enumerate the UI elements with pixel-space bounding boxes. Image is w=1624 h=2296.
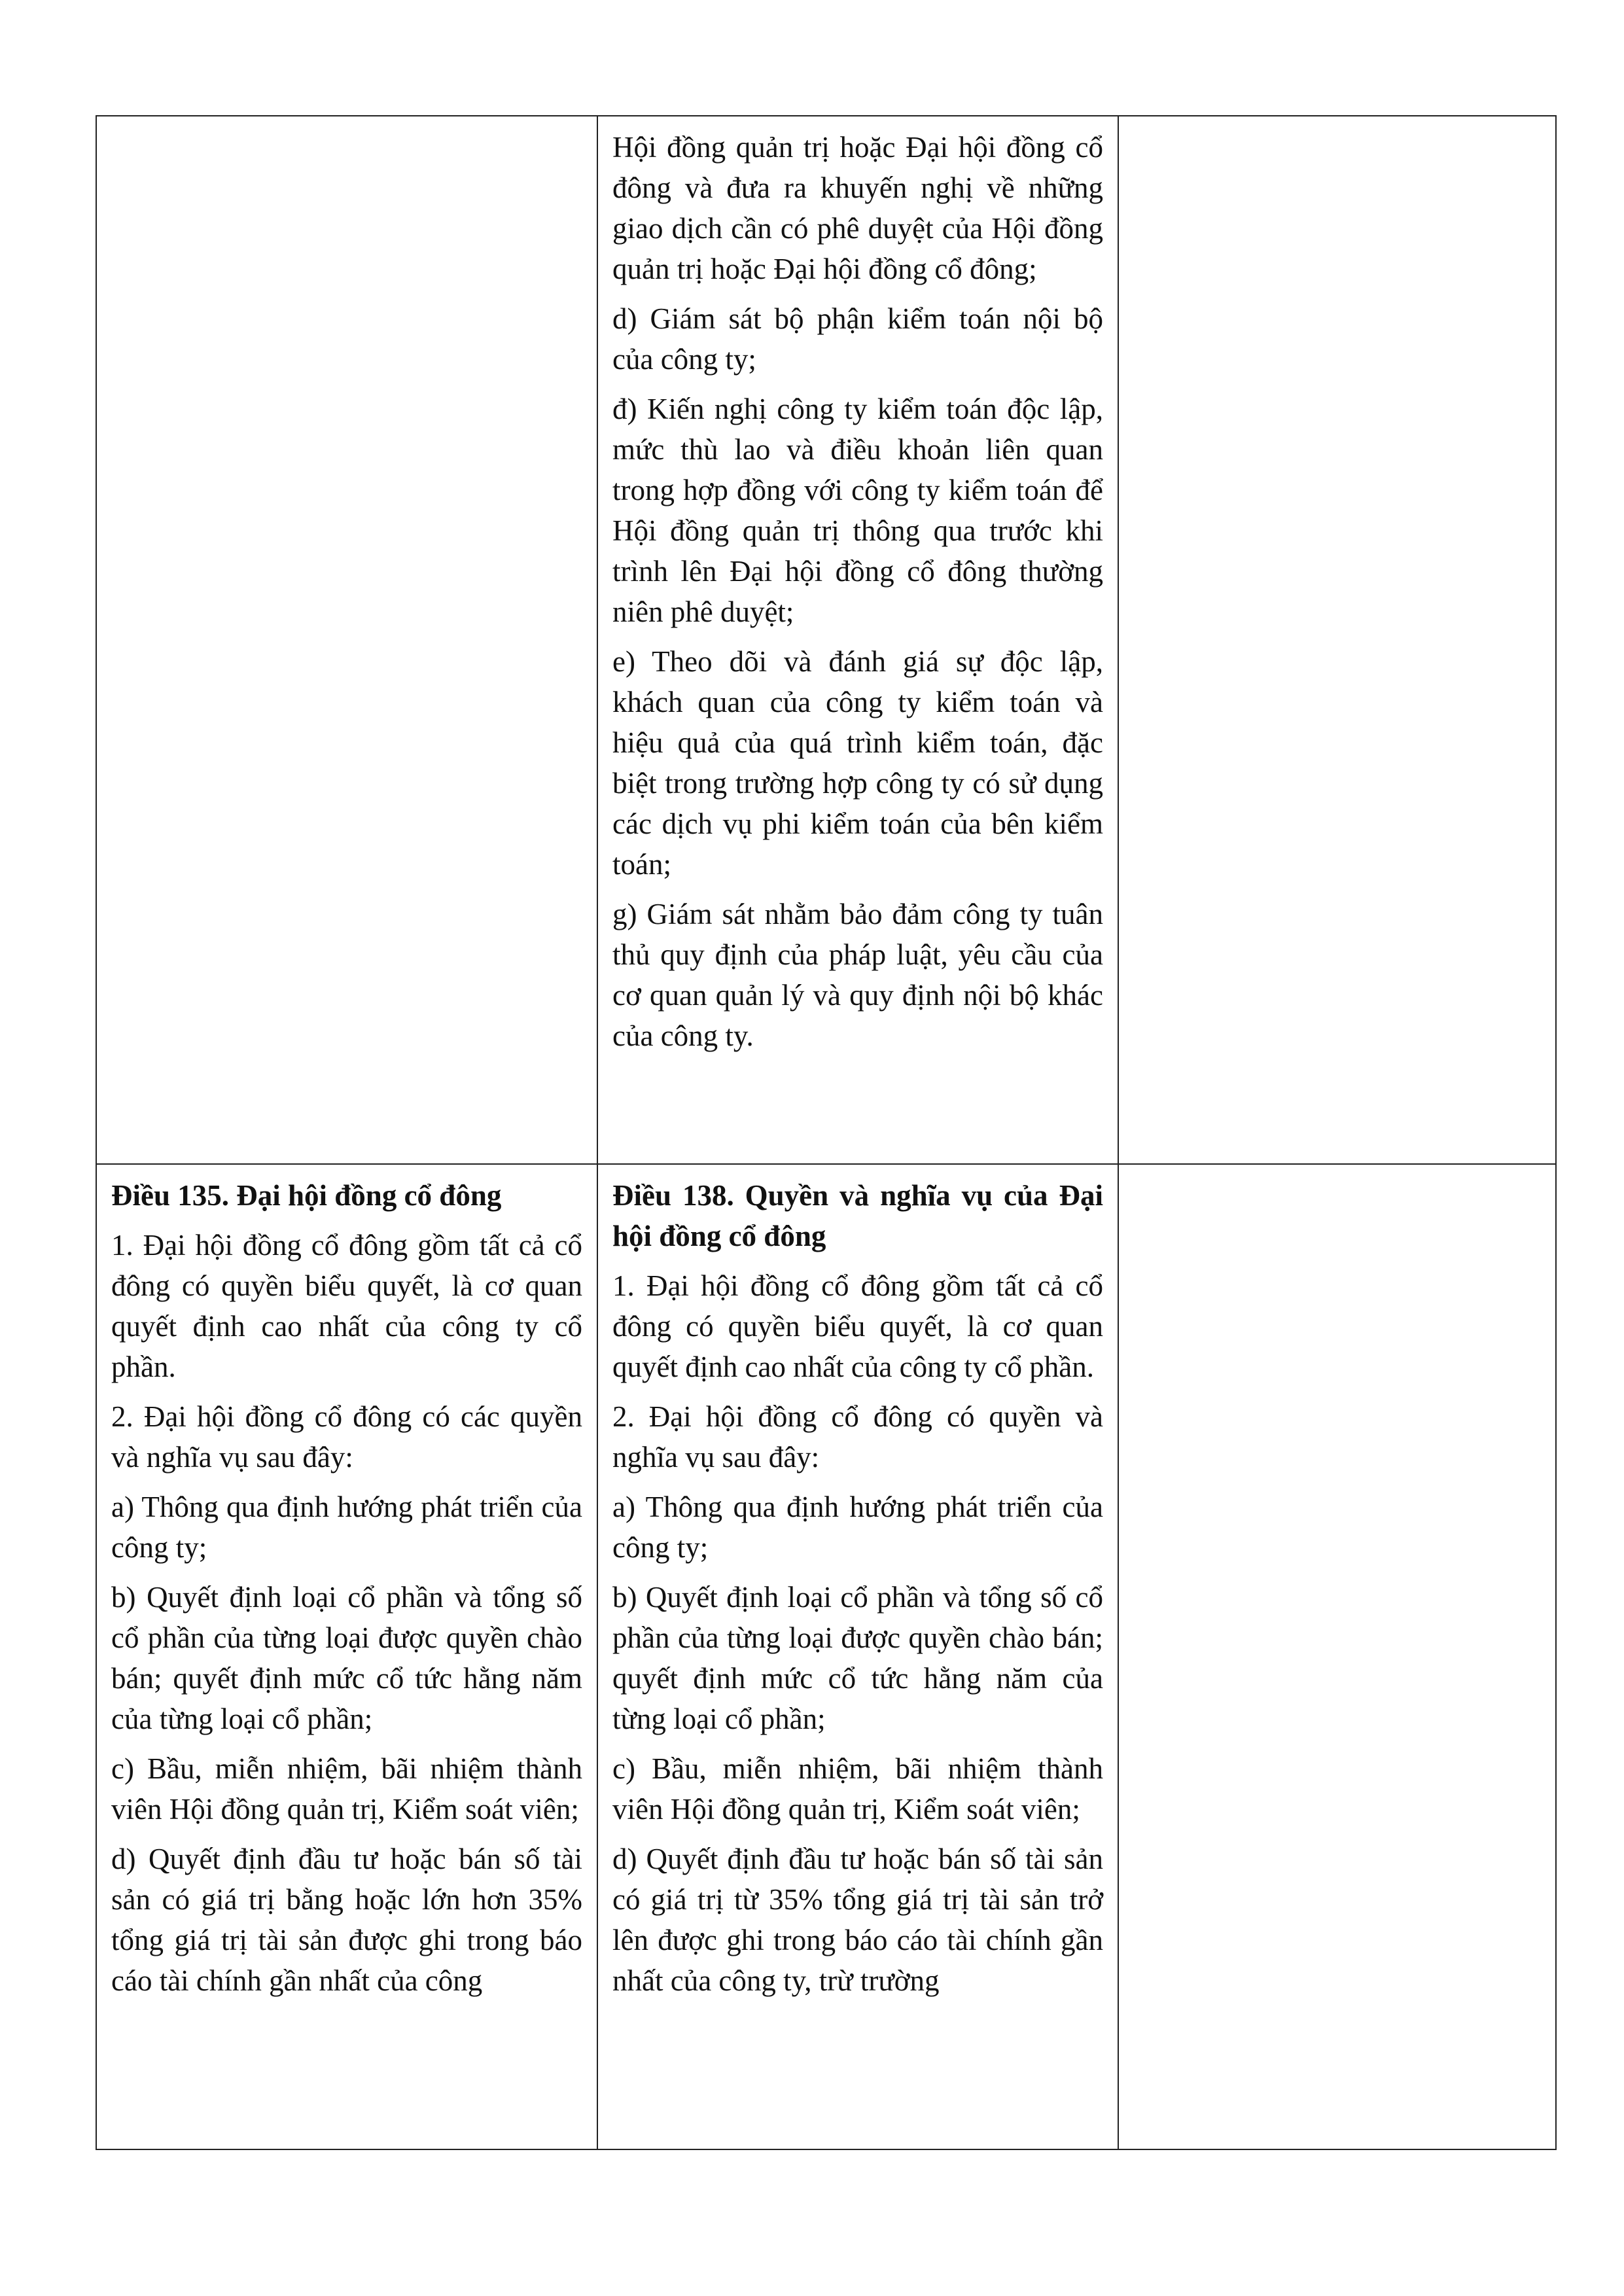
- clause-paragraph: d) Giám sát bộ phận kiểm toán nội bộ của công ty;: [612, 302, 1103, 376]
- table-row: [96, 116, 1556, 1164]
- clause-paragraph: 2. Đại hội đồng cổ đông có các quyền và nghĩa vụ sau đây:: [111, 1400, 582, 1474]
- clause-paragraph: 1. Đại hội đồng cổ đông gồm tất cả cổ đông có quyền biểu quyết, là cơ quan quyết định cao nhất của công ty cổ phần.: [111, 1229, 582, 1383]
- clause-paragraph: e) Theo dõi và đánh giá sự độc lập, khách quan của công ty kiểm toán và hiệu quả của quá trình kiểm toán, đặc biệt trong trường hợp công ty có sử dụng các dịch vụ phi kiểm toán của bên kiểm toán;: [612, 645, 1103, 881]
- clause-paragraph: b) Quyết định loại cổ phần và tổng số cổ phần của từng loại được quyền chào bán; quyết định mức cổ tức hằng năm của từng loại cổ phần;: [111, 1581, 582, 1735]
- clause-paragraph: 2. Đại hội đồng cổ đông có quyền và nghĩa vụ sau đây:: [612, 1400, 1103, 1474]
- clause-paragraph: a) Thông qua định hướng phát triển của công ty;: [612, 1491, 1103, 1564]
- notes-cell: [1118, 1164, 1556, 2149]
- notes-cell: [1118, 116, 1556, 1164]
- article-heading: Điều 135. Đại hội đồng cổ đông: [111, 1179, 502, 1212]
- clause-paragraph: d) Quyết định đầu tư hoặc bán số tài sản có giá trị bằng hoặc lớn hơn 35% tổng giá trị tài sản được ghi trong báo cáo tài chính gần nhất của công: [111, 1843, 582, 1997]
- clause-paragraph: đ) Kiến nghị công ty kiểm toán độc lập, mức thù lao và điều khoản liên quan trong hợp đồng với công ty kiểm toán để Hội đồng quản trị thông qua trước khi trình lên Đại hội đồng cổ đông thường niên phê duyệt;: [612, 393, 1103, 628]
- clause-paragraph: c) Bầu, miễn nhiệm, bãi nhiệm thành viên Hội đồng quản trị, Kiểm soát viên;: [111, 1752, 582, 1826]
- clause-paragraph: b) Quyết định loại cổ phần và tổng số cổ phần của từng loại được quyền chào bán; quyết định mức cổ tức hằng năm của từng loại cổ phần;: [612, 1581, 1103, 1735]
- clause-paragraph: a) Thông qua định hướng phát triển của công ty;: [111, 1491, 582, 1564]
- clause-paragraph: g) Giám sát nhằm bảo đảm công ty tuân thủ quy định của pháp luật, yêu cầu của cơ quan quản lý và quy định nội bộ khác của công ty.: [612, 898, 1103, 1052]
- clause-paragraph: c) Bầu, miễn nhiệm, bãi nhiệm thành viên Hội đồng quản trị, Kiểm soát viên;: [612, 1752, 1103, 1826]
- clause-paragraph: Hội đồng quản trị hoặc Đại hội đồng cổ đông và đưa ra khuyến nghị về những giao dịch cần có phê duyệt của Hội đồng quản trị hoặc Đại hội đồng cổ đông;: [612, 131, 1103, 285]
- old-law-cell: [96, 1164, 597, 2149]
- article-heading: Điều 138. Quyền và nghĩa vụ của Đại hội đồng cổ đông: [612, 1179, 1103, 1252]
- table-row: [96, 1164, 1556, 2149]
- clause-paragraph: 1. Đại hội đồng cổ đông gồm tất cả cổ đông có quyền biểu quyết, là cơ quan quyết định cao nhất của công ty cổ phần.: [612, 1269, 1103, 1383]
- new-law-cell: [597, 116, 1118, 1164]
- clause-paragraph: d) Quyết định đầu tư hoặc bán số tài sản có giá trị từ 35% tổng giá trị tài sản trở lên được ghi trong báo cáo tài chính gần nhất của công ty, trừ trường: [612, 1843, 1103, 1997]
- new-law-cell: [597, 1164, 1118, 2149]
- law-comparison-table: [96, 115, 1557, 2150]
- old-law-cell: [96, 116, 597, 1164]
